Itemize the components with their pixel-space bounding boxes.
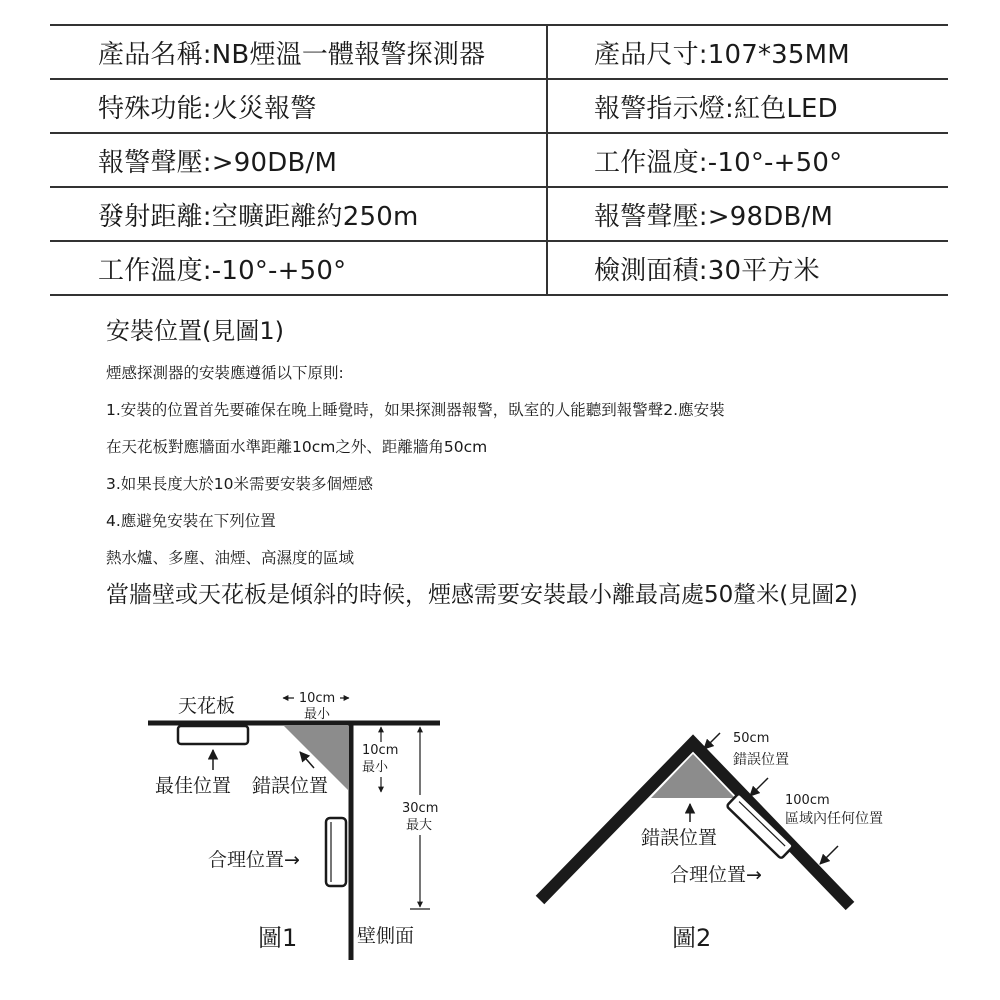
detector-ok-slope [726,793,793,859]
wall-label: 壁側面 [357,925,415,947]
wrong-label-2: 錯誤位置 [641,827,718,849]
side-dim-note: 最小 [362,760,389,775]
install-line: 1.安裝的位置首先要確保在晚上睡覺時，如果探測器報警，臥室的人能聽到報警聲2.應安裝 [106,401,725,419]
figure2-caption: 圖2 [672,924,712,952]
spec-working-temp-2: 工作溫度:-10°-+50° [50,242,548,294]
spec-row [50,134,948,188]
top-dim-note: 最小 [303,707,331,722]
top-dim-value: 10cm [298,691,336,706]
figure-1 [148,689,440,960]
slope-note: 當牆壁或天花板是傾斜的時候，煙感需要安裝最小離最高處50釐米(見圖2) [106,582,858,608]
spec-indicator-light: 報警指示燈:紅色LED [594,93,838,124]
install-line: 4.應避免安裝在下列位置 [106,512,276,530]
spec-product-size: 產品尺寸:107*35MM [594,39,850,70]
diagram-area [0,630,1000,1000]
spec-row [50,188,948,242]
install-section [106,315,986,614]
wrong-label: 錯誤位置 [252,775,329,797]
install-line: 煙感探測器的安裝應遵循以下原則: [106,364,344,382]
ok-label: 合理位置→ [208,849,300,871]
range-arrow-lower [820,846,838,864]
spec-sound-pressure: 報警聲壓:>90DB/M [50,134,548,186]
install-title: 安裝位置(見圖1) [106,317,284,345]
spec-transmit-distance: 發射距離:空曠距離約250m [50,188,548,240]
spec-row [50,242,948,296]
apex-arrow [704,733,720,749]
spec-row [50,80,948,134]
spec-table [50,24,948,296]
install-line: 熱水爐、多塵、油煙、高濕度的區域 [106,549,355,567]
detector-ok [326,818,346,886]
apex-note: 錯誤位置 [733,752,789,768]
ceiling-label: 天花板 [178,695,236,717]
figure-2 [540,731,883,952]
side-dim-value: 10cm [362,743,399,758]
max-dim-note: 最大 [406,818,433,833]
figure1-caption: 圖1 [258,924,298,952]
apex-dim-value: 50cm [733,731,770,746]
install-line: 3.如果長度大於10米需要安裝多個煙感 [106,475,374,493]
spec-row [50,26,948,80]
range-value: 100cm [785,793,830,808]
diagrams-svg [0,630,1000,1000]
spec-working-temp: 工作溫度:-10°-+50° [594,147,843,178]
max-dim-value: 30cm [402,801,439,816]
best-label: 最佳位置 [155,775,232,797]
range-arrow-upper [750,778,768,796]
spec-product-name: 產品名稱:NB煙溫一體報警探測器 [50,26,548,78]
spec-special-function: 特殊功能:火災報警 [50,80,548,132]
spec-sound-pressure-2: 報警聲壓:>98DB/M [594,201,834,232]
wrong-arrow [300,752,314,768]
range-note: 區域內任何位置 [785,811,883,827]
spec-detection-area: 檢測面積:30平方米 [594,255,820,286]
install-line: 在天花板對應牆面水準距離10cm之外、距離牆角50cm [106,438,488,456]
detector-best [178,726,248,744]
ok-label-2: 合理位置→ [670,864,762,886]
